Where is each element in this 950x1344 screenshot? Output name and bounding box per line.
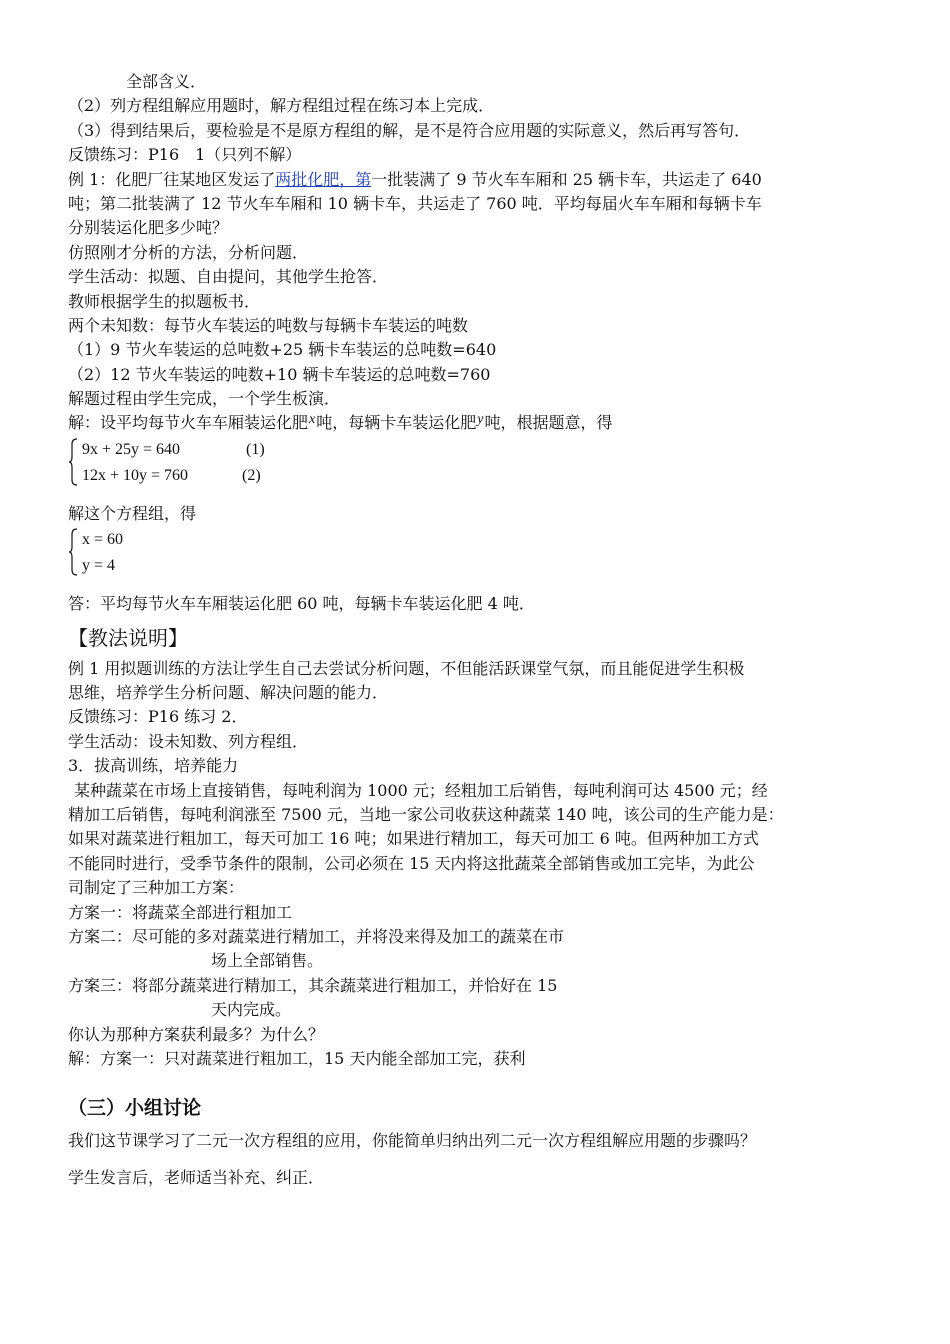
plan-2: 方案二：尽可能的多对蔬菜进行精加工，并将没来得及加工的蔬菜在市 [68, 926, 565, 946]
plan-1: 方案一：将蔬菜全部进行粗加工 [68, 902, 293, 922]
document-page [68, 70, 888, 1190]
text-line: 解题过程由学生完成，一个学生板演． [68, 389, 341, 409]
section-heading-method: 【教法说明】 [68, 625, 188, 650]
problem-line: 精加工后销售，每吨利润涨至 7500 元，当地一家公司收获这种蔬菜 140 吨，该公司的生产能力是： [68, 804, 784, 824]
text-line: 仿照刚才分析的方法，分析问题． [68, 242, 309, 262]
solution-intro-part1: 解：设平均每节火车车厢装运化肥 [68, 413, 309, 433]
text-line: （3）得到结果后，要检验是不是原方程组的解，是不是符合应用题的实际意义，然后再写答句． [68, 120, 751, 140]
equation-system-2 [68, 528, 888, 578]
example1-rest: 一批装满了 9 节火车车厢和 25 辆卡车，共运走了 640 [371, 169, 762, 189]
text-line: 思维，培养学生分析问题、解决问题的能力． [68, 683, 389, 703]
plan-3: 方案三：将部分蔬菜进行精加工，其余蔬菜进行粗加工，并恰好在 15 [68, 975, 558, 995]
example1-line3: 分别装运化肥多少吨？ [68, 218, 229, 238]
solution-intro [68, 411, 888, 435]
equation-2: 12x + 10y = 760 [82, 466, 189, 484]
text-line: 例 1 用拟题训练的方法让学生自己去尝试分析问题，不但能活跃课堂气氛，而且能促进学生积极 [68, 658, 745, 678]
text-line: （2）列方程组解应用题时，解方程组过程在练习本上完成． [68, 96, 495, 116]
solution-intro-part3: 吨，根据题意，得 [484, 413, 613, 433]
answer-line: 答：平均每节火车车厢装运化肥 60 吨，每辆卡车装运化肥 4 吨． [68, 594, 535, 614]
text-line: 学生活动：拟题、自由提问，其他学生抢答． [68, 267, 389, 287]
text-line: 全部含义． [126, 72, 207, 91]
variable-y: y [477, 412, 484, 428]
equation-system-1 [68, 438, 888, 488]
text-line: 解这个方程组，得 [68, 503, 197, 523]
problem-line: 如果对蔬菜进行粗加工，每天可加工 16 吨；如果进行精加工，每天可加工 6 吨。但两种加工方式 [68, 829, 759, 849]
section-heading-group-discussion: （三）小组讨论 [68, 1097, 202, 1120]
plan-2-continued: 场上全部销售。 [211, 951, 324, 971]
text-line: 3．拔高训练，培养能力 [68, 756, 239, 776]
problem-line: 不能同时进行，受季节条件的限制，公司必须在 15 天内将这批蔬菜全部销售或加工完毕，为此公 [68, 853, 755, 873]
plan-3-continued: 天内完成。 [211, 1000, 292, 1020]
text-line: 教师根据学生的拟题板书． [68, 291, 261, 311]
text-line: （2）12 节火车装运的吨数+10 辆卡车装运的总吨数=760 [68, 364, 491, 384]
equation-tag-1: (1) [246, 440, 265, 458]
left-brace-icon [68, 528, 78, 576]
text-line: 两个未知数：每节火车装运的吨数与每辆卡车装运的吨数 [68, 315, 469, 335]
solution-plan-line: 解：方案一：只对蔬菜进行粗加工，15 天内能全部加工完，获利 [68, 1048, 526, 1068]
equation-1: 9x + 25y = 640 [82, 440, 181, 458]
text-line: 反馈练习：P16 练习 2． [68, 707, 248, 727]
example1-link[interactable]: 两批化肥，第 [275, 169, 372, 189]
text-line: 反馈练习：P16 1（只列不解） [68, 145, 302, 165]
variable-x: x [309, 412, 316, 428]
problem-line: 司制定了三种加工方案： [68, 878, 245, 898]
solution-x: x = 60 [82, 531, 124, 549]
example1-prefix: 例 1：化肥厂往某地区发运了 [68, 169, 276, 189]
solution-intro-part2: 吨，每辆卡车装运化肥 [316, 413, 477, 433]
equation-tag-2: (2) [242, 466, 261, 484]
text-line: （1）9 节火车装运的总吨数+25 辆卡车装运的总吨数=640 [68, 340, 497, 360]
text-line: 学生活动：设未知数、列方程组． [68, 731, 309, 751]
question-line: 你认为那种方案获利最多？为什么？ [68, 1024, 325, 1044]
problem-line: 某种蔬菜在市场上直接销售，每吨利润为 1000 元；经粗加工后销售，每吨利润可达 4500 元；经 [74, 780, 768, 800]
example1-line1 [68, 168, 888, 192]
solution-y: y = 4 [82, 557, 116, 575]
text-line: 我们这节课学习了二元一次方程组的应用，你能简单归纳出列二元一次方程组解应用题的步骤吗？ [68, 1131, 757, 1151]
left-brace-icon [68, 438, 78, 486]
example1-line2: 吨；第二批装满了 12 节火车车厢和 10 辆卡车，共运走了 760 吨．平均每届火车车厢和每辆卡车 [68, 193, 762, 213]
text-line: 学生发言后，老师适当补充、纠正． [68, 1167, 325, 1187]
